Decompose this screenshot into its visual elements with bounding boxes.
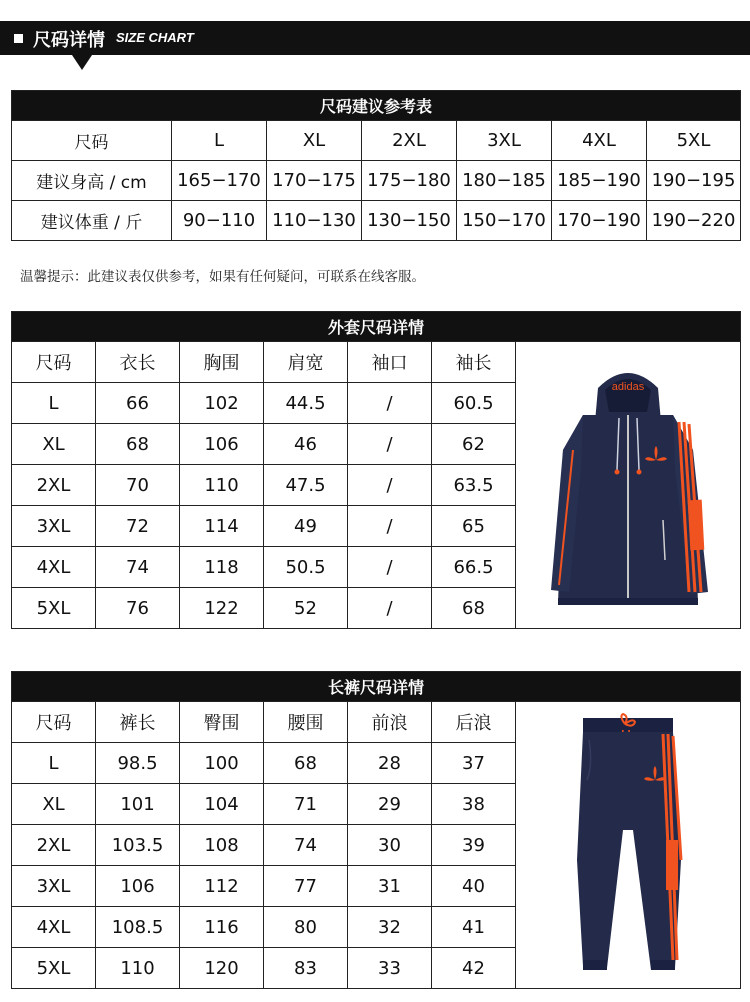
cell: / — [348, 547, 432, 588]
weight-cell: 190−220 — [647, 201, 741, 241]
cell: 100 — [180, 743, 264, 784]
cell: 28 — [348, 743, 432, 784]
cell: 3XL — [12, 506, 96, 547]
pants-image — [563, 710, 693, 980]
cell: 49 — [264, 506, 348, 547]
square-bullet-icon — [14, 34, 23, 43]
cell: 106 — [180, 424, 264, 465]
cell: 104 — [180, 784, 264, 825]
cell: 37 — [432, 743, 516, 784]
cell: 41 — [432, 907, 516, 948]
jacket-caption: 外套尺码详情 — [12, 312, 741, 342]
cell: 122 — [180, 588, 264, 629]
size-cell: 2XL — [362, 121, 457, 161]
cell: 102 — [180, 383, 264, 424]
cell: 112 — [180, 866, 264, 907]
cell: 2XL — [12, 825, 96, 866]
header-subtitle: SIZE CHART — [116, 30, 194, 45]
column-header: 臀围 — [180, 702, 264, 743]
cell: 80 — [264, 907, 348, 948]
size-cell: XL — [267, 121, 362, 161]
cell: / — [348, 506, 432, 547]
pants-caption: 长裤尺码详情 — [12, 672, 741, 702]
table-row — [12, 161, 741, 201]
cell: 42 — [432, 948, 516, 989]
cell: 29 — [348, 784, 432, 825]
cell: 72 — [96, 506, 180, 547]
cell: 116 — [180, 907, 264, 948]
cell: 120 — [180, 948, 264, 989]
cell: 44.5 — [264, 383, 348, 424]
size-cell: 3XL — [457, 121, 552, 161]
cell: 46 — [264, 424, 348, 465]
cell: / — [348, 424, 432, 465]
cell: 33 — [348, 948, 432, 989]
cell: 32 — [348, 907, 432, 948]
cell: XL — [12, 784, 96, 825]
height-cell: 180−185 — [457, 161, 552, 201]
column-header: 尺码 — [12, 702, 96, 743]
cell: 65 — [432, 506, 516, 547]
column-header: 腰围 — [264, 702, 348, 743]
cell: 50.5 — [264, 547, 348, 588]
cell: 77 — [264, 866, 348, 907]
header-pointer-icon — [72, 55, 92, 70]
cell: 63.5 — [432, 465, 516, 506]
weight-cell: 130−150 — [362, 201, 457, 241]
cell: 101 — [96, 784, 180, 825]
header-title: 尺码详情 — [33, 30, 105, 51]
cell: 31 — [348, 866, 432, 907]
cell: 68 — [432, 588, 516, 629]
weight-cell: 170−190 — [552, 201, 647, 241]
cell: 30 — [348, 825, 432, 866]
table-header-row — [12, 702, 741, 743]
height-cell: 170−175 — [267, 161, 362, 201]
recommendation-caption: 尺码建议参考表 — [12, 91, 741, 121]
cell: 66 — [96, 383, 180, 424]
weight-cell: 90−110 — [172, 201, 267, 241]
cell: 62 — [432, 424, 516, 465]
cell: 60.5 — [432, 383, 516, 424]
weight-cell: 110−130 — [267, 201, 362, 241]
section-header — [0, 21, 750, 55]
weight-label: 建议体重 / 斤 — [12, 201, 172, 241]
cell: 5XL — [12, 588, 96, 629]
table-row — [12, 121, 741, 161]
size-label: 尺码 — [12, 121, 172, 161]
jacket-image-cell — [516, 342, 741, 629]
size-cell: 5XL — [647, 121, 741, 161]
cell: 106 — [96, 866, 180, 907]
table-header-row — [12, 342, 741, 383]
cell: 52 — [264, 588, 348, 629]
cell: / — [348, 383, 432, 424]
cell: 103.5 — [96, 825, 180, 866]
cell: 118 — [180, 547, 264, 588]
column-header: 肩宽 — [264, 342, 348, 383]
tip-note: 温馨提示：此建议表仅供参考，如果有任何疑问，可联系在线客服。 — [20, 269, 425, 285]
column-header: 裤长 — [96, 702, 180, 743]
jacket-image — [543, 360, 713, 610]
size-cell: 4XL — [552, 121, 647, 161]
cell: 5XL — [12, 948, 96, 989]
cell: 38 — [432, 784, 516, 825]
cell: / — [348, 588, 432, 629]
jacket-size-table — [11, 311, 741, 629]
column-header: 袖长 — [432, 342, 516, 383]
column-header: 袖口 — [348, 342, 432, 383]
cell: 2XL — [12, 465, 96, 506]
column-header: 衣长 — [96, 342, 180, 383]
cell: 110 — [180, 465, 264, 506]
cell: 47.5 — [264, 465, 348, 506]
cell: 68 — [96, 424, 180, 465]
cell: / — [348, 465, 432, 506]
column-header: 前浪 — [348, 702, 432, 743]
cell: 108 — [180, 825, 264, 866]
weight-cell: 150−170 — [457, 201, 552, 241]
height-cell: 175−180 — [362, 161, 457, 201]
hood-lining-logo: adidas — [611, 381, 645, 393]
cell: 76 — [96, 588, 180, 629]
column-header: 胸围 — [180, 342, 264, 383]
cell: 83 — [264, 948, 348, 989]
column-header: 尺码 — [12, 342, 96, 383]
cell: 108.5 — [96, 907, 180, 948]
height-cell: 185−190 — [552, 161, 647, 201]
height-cell: 165−170 — [172, 161, 267, 201]
cell: 39 — [432, 825, 516, 866]
cell: 114 — [180, 506, 264, 547]
cell: 40 — [432, 866, 516, 907]
cell: 74 — [96, 547, 180, 588]
cell: L — [12, 743, 96, 784]
cell: 74 — [264, 825, 348, 866]
cell: L — [12, 383, 96, 424]
cell: 98.5 — [96, 743, 180, 784]
size-recommendation-table — [11, 90, 741, 241]
cell: 71 — [264, 784, 348, 825]
column-header: 后浪 — [432, 702, 516, 743]
cell: 66.5 — [432, 547, 516, 588]
pants-size-table — [11, 671, 741, 989]
cell: 110 — [96, 948, 180, 989]
pants-image-cell — [516, 702, 741, 989]
height-label: 建议身高 / cm — [12, 161, 172, 201]
cell: 4XL — [12, 907, 96, 948]
cell: 70 — [96, 465, 180, 506]
cell: 68 — [264, 743, 348, 784]
cell: 4XL — [12, 547, 96, 588]
size-cell: L — [172, 121, 267, 161]
cell: 3XL — [12, 866, 96, 907]
cell: XL — [12, 424, 96, 465]
height-cell: 190−195 — [647, 161, 741, 201]
table-row — [12, 201, 741, 241]
